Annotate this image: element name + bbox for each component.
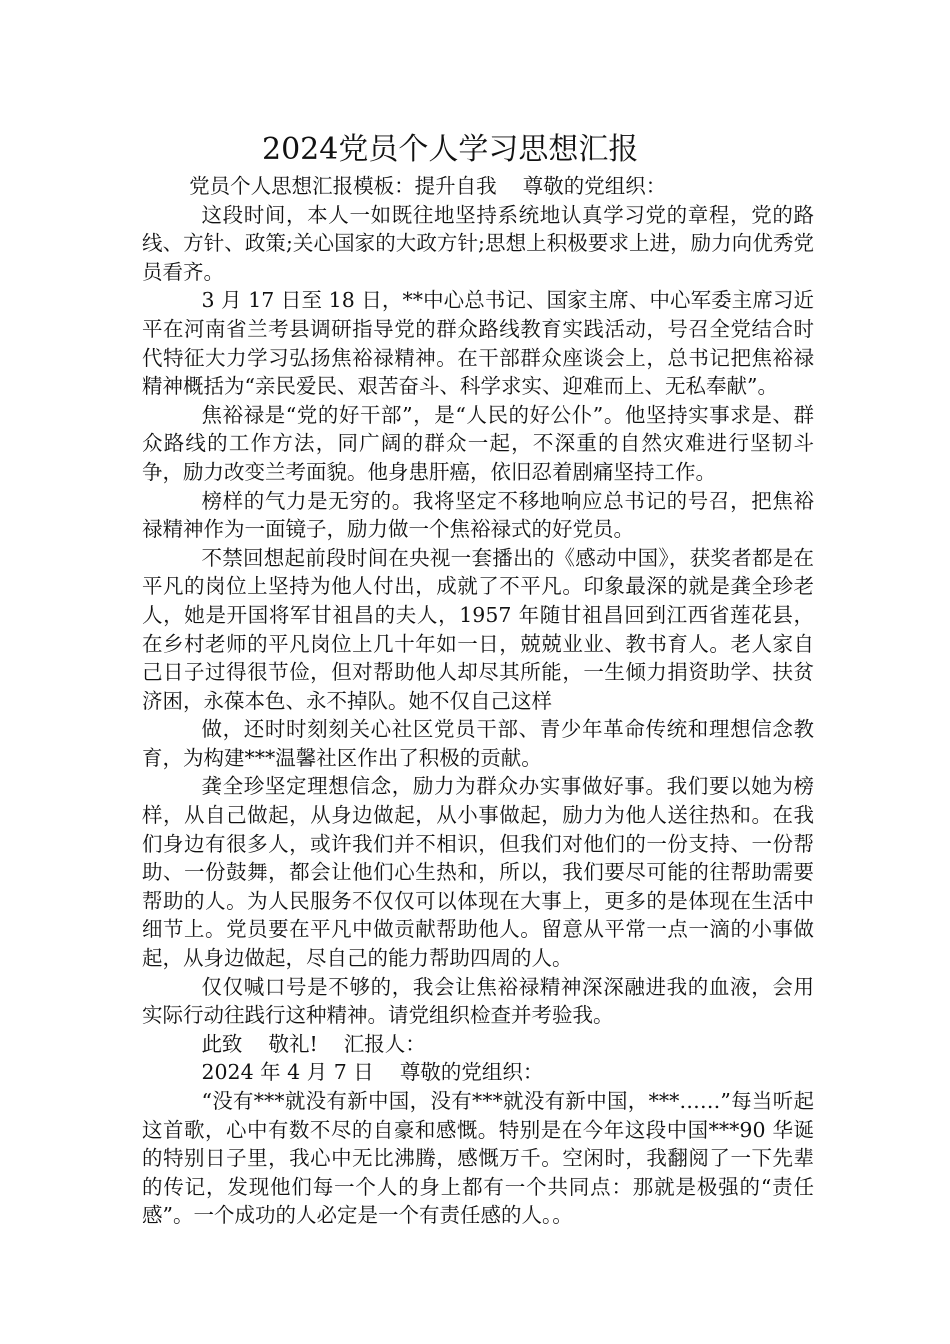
paragraph: “没有***就没有新中国，没有***就没有新中国，***……”每当听起这首歌，心中有数不尽的自豪和感慨。特别是在今年这段中国***90 华诞的特别日子里，我心中无比沸腾，感慨万千。空闲时，我翻阅了一下先辈的传记，发现他们每一个人的身上都有一个共同点：那就是极强的“责任感”。一个成功的人必定是一个有责任感的人。。 [142,1089,814,1228]
document-title: 2024党员个人学习思想汇报 [262,132,639,167]
paragraph: 仅仅喊口号是不够的，我会让焦裕禄精神深深融进我的血液，会用实际行动往践行这种精神。请党组织检查并考验我。 [142,974,814,1028]
closing-line: 此致 敬礼! 汇报人： [201,1031,426,1056]
date-line: 2024 年 4 月 7 日 尊敬的党组织： [201,1060,544,1085]
document-body [142,128,814,1230]
opening-line: 党员个人思想汇报模板：提升自我 尊敬的党组织： [189,174,667,198]
paragraph: 焦裕禄是“党的好干部”，是“人民的好公仆”。他坚持实事求是、群众路线的工作方法，同广阔的群众一起，不深重的自然灾难进行坚韧斗争，励力改变兰考面貌。他身患肝癌，依旧忍着剧痛坚持工作。 [142,402,814,484]
paragraph: 做，还时时刻刻关心社区党员干部、青少年革命传统和理想信念教育，为构建***温馨社区作出了积极的贡献。 [142,717,814,770]
paragraph: 不禁回想起前段时间在央视一套播出的《感动中国》，获奖者都是在平凡的岗位上坚持为他人付出，成就了不平凡。印象最深的就是龚全珍老人，她是开国将军甘祖昌的夫人，1957 年随甘祖昌回到江西省莲花县，在乡村老师的平凡岗位上几十年如一日，兢兢业业、教书育人。老人家自己日子过得很节俭，但对帮助他人却尽其所能，一生倾力捐资助学、扶贫济困，永葆本色、永不掉队。她不仅自己这样 [142,545,814,713]
paragraph: 龚全珍坚定理想信念，励力为群众办实事做好事。我们要以她为榜样，从自己做起，从身边做起，从小事做起，励力为他人送往热和。在我们身边有很多人，或许我们并不相识，但我们对他们的一份支持、一份帮助、一份鼓舞，都会让他们心生热和，所以，我们要尽可能的往帮助需要帮助的人。为人民服务不仅仅可以体现在大事上，更多的是体现在生活中细节上。党员要在平凡中做贡献帮助他人。留意从平常一点一滴的小事做起，从身边做起，尽自己的能力帮助四周的人。 [142,774,814,971]
paragraph: 榜样的气力是无穷的。我将坚定不移地响应总书记的号召，把焦裕禄精神作为一面镜子，励力做一个焦裕禄式的好党员。 [142,488,814,542]
paragraph: 这段时间，本人一如既往地坚持系统地认真学习党的章程，党的路线、方针、政策;关心国家的大政方针;思想上积极要求上进，励力向优秀党员看齐。 [142,202,814,284]
paragraph: 3 月 17 日至 18 日，**中心总书记、国家主席、中心军委主席习近平在河南省兰考县调研指导党的群众路线教育实践活动，号召全党结合时代特征大力学习弘扬焦裕禄精神。在干部群众座谈会上，总书记把焦裕禄精神概括为“亲民爱民、艰苦奋斗、科学求实、迎难而上、无私奉献”。 [142,288,814,399]
